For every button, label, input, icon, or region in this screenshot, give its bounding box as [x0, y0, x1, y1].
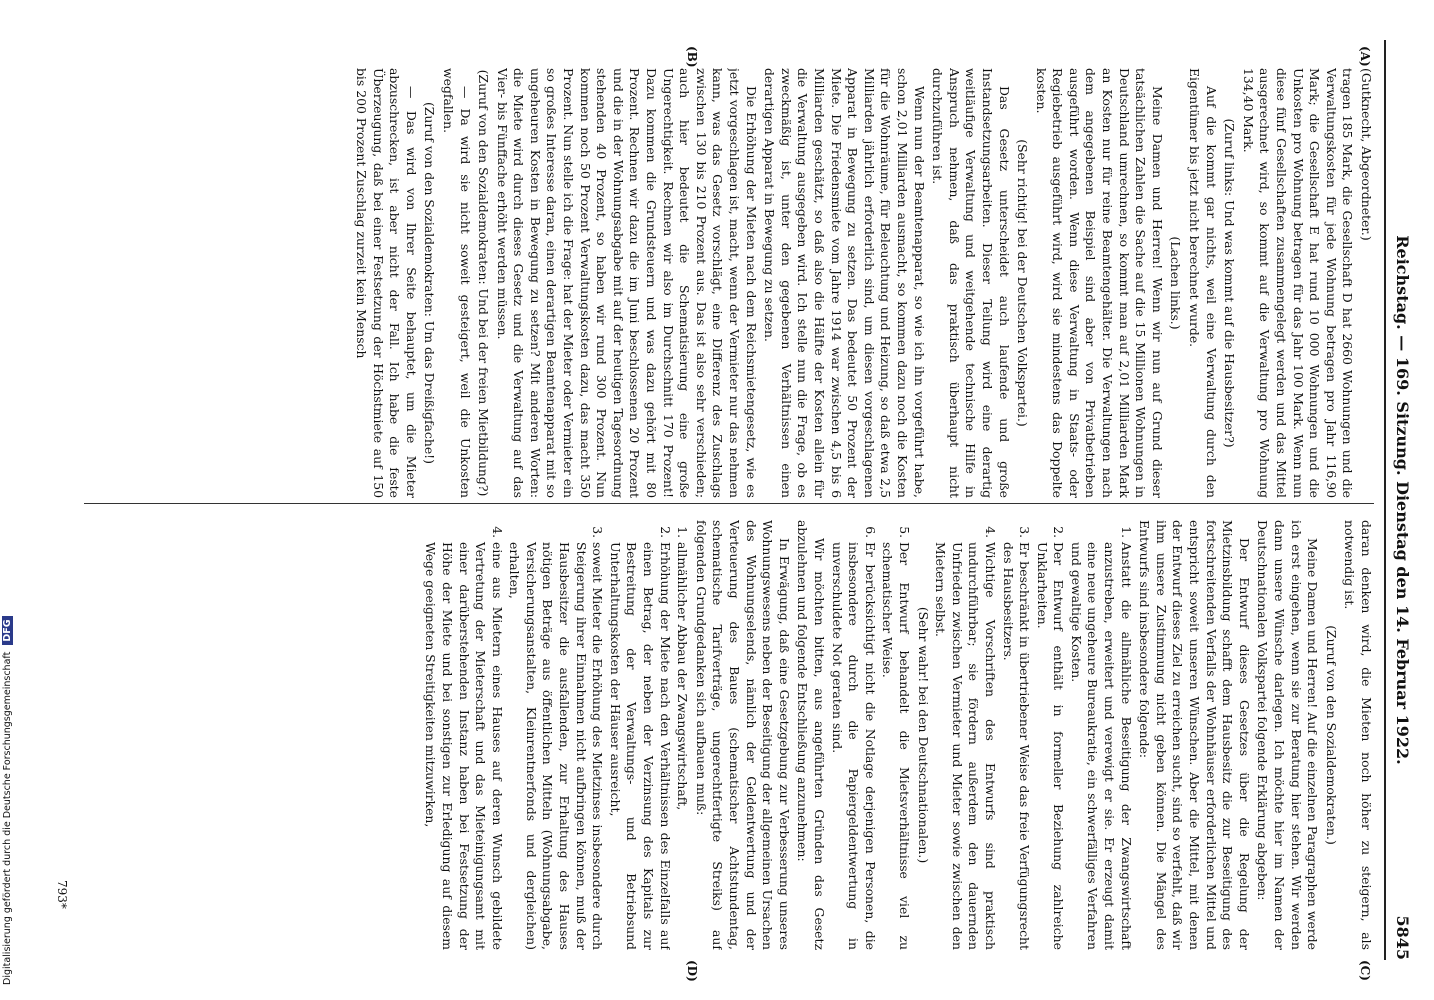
dfg-logo: DFG	[2, 616, 13, 644]
paragraph: — Das wird von Ihrer Seite behauptet, um die Mieter abzuschrecken, ist aber nicht der Fall. Ich habe die feste Überzeugung, daß bei einer Festsetzung der Höchstmiete auf 150 bis 200 Prozent Zuschlag zurzeit kein Mensch	[353, 68, 419, 498]
list-item: 5. Der Entwurf behandelt die Mietsverhältnisse viel zu schematischer Weise.	[879, 542, 912, 950]
list-item: 1. allmählicher Abbau der Zwangswirtschaft,	[674, 542, 691, 950]
paragraph: Der Entwurf dieses Gesetzes über die Regelung der Mietzinsbildung schafft dem Hausbesitz die zur Beseitigung des fortschreitenden Verfalls der Wohnhäuser erforderlichen Mittel und entspricht soweit unseren Wünschen. Aber die Mittel, mit denen der Entwurf dieses Ziel zu erreichen sucht, sind so verfehlt, daß wir ihm unsere Zustimmung nicht geben können. Die Mängel des Entwurfs sind insbesondere folgende:	[1137, 520, 1252, 950]
list-item: 3. Er beschränkt in übertriebener Weise das freie Verfügungsrecht des Hausbesitzers.	[999, 542, 1032, 950]
interjection: (Zuruf links: Und was kommt auf die Hausbesitzer?)	[1222, 118, 1238, 448]
interjection: (Zuruf von den Sozialdemokraten: Um das Dreißigfache!)	[422, 101, 438, 464]
resolution-list	[422, 520, 691, 950]
paragraph: daran denken wird, die Mieten noch höher zu steigern, als notwendig ist.	[1342, 520, 1374, 950]
list-item: 3. soweit Mieter die Erhöhung des Mietzinses insbesondere durch Steigerung ihrer Einnahmen nicht aufbringen können, muß der Hausbesitzer die ausfallenden, zur Erhaltung des Hauses nötigen Beträge aus öffentlichen Mitteln (Wohnungsabgabe, Versicherungsanstalten, Kleinrentnerfonds und dergleichen) erhalten,	[506, 542, 606, 950]
paragraph: Das Gesetz unterscheidet auch laufende und große Instandsetzungsarbeiten. Dieser Teilung wird eine derartig weitläufige Verwaltung und weitgehende technische Hilfe in Anspruch nehmen, daß das praktisch überhaupt nicht durchzuführen ist.	[930, 68, 1012, 498]
paragraph: Wir möchten bitten, aus angeführten Gründen das Gesetz abzulehnen und folgende Entschließung anzunehmen:	[795, 520, 827, 950]
side-strip	[0, 0, 14, 1000]
interjection: (Zuruf von den Sozialdemokraten: Und bei der freien Mietbildung?)	[476, 69, 492, 497]
margin-mark-b: (B)	[685, 46, 699, 68]
column-divider	[84, 503, 1374, 504]
defects-list-continued	[828, 520, 912, 950]
paragraph: Auf die kommt gar nichts, weil eine Verwaltung durch den Eigentümer bis jetzt nicht berechnet wurde.	[1187, 68, 1219, 498]
list-item: 1. Anstatt die allmähliche Beseitigung der Zwangswirtschaft anzustreben, erweitert und verewigt er sie. Er erzeugt damit eine neue ungeheure Bureaukratie, ein schwerfälliges Verfahren und gewaltige Kosten.	[1067, 542, 1133, 950]
paragraph: — Da wird sie nicht soweit gesteigert, weil die Unkosten wegfallen.	[440, 68, 473, 498]
defects-list	[932, 520, 1134, 950]
digitization-note	[2, 616, 13, 985]
digitization-note-text: Digitalisierung gefördert durch die Deutsche Forschungsgemeinschaft	[2, 651, 13, 985]
margin-mark-a: (A)	[1358, 46, 1372, 67]
margin-mark-d: (D)	[685, 960, 699, 982]
paragraph: Wenn nun der Beamtenapparat, so wie ich ihn vorgeführt habe, schon 2,01 Milliarden ausmacht, so kommen dazu noch die Kosten für die Wohnräume, für Beleuchtung und Heizung, so daß etwa 2,5 Milliarden jährlich erforderlich sind, um diesen vorgeschlagenen Apparat in Bewegung zu setzen. Das bedeutet 50 Prozent der Miete. Die Friedensmiete vom Jahre 1914 war zwischen 4,5 bis 6 Milliarden geschätzt, so daß also die Hälfte der Kosten allein für die Verwaltung ausgegeben wird. Ich stelle nun die Frage, ob es zweckmäßig ist, unter den gegebenen Verhältnissen einen derartigen Apparat in Bewegung zu setzen.	[762, 68, 927, 498]
signature-mark: 793*	[55, 880, 69, 909]
interjection: (Zuruf von den Sozialdemokraten.)	[1323, 625, 1339, 845]
paragraph: Meine Damen und Herren! Auf die einzelnen Paragraphen werde ich erst eingehen, wenn sie zur Beratung hier stehen. Wir werden dann unsere Wünsche darlegen. Ich möchte hier im Namen der Deutschnationalen Volkspartei folgende Erklärung abgeben:	[1255, 520, 1321, 950]
margin-mark-c: (C)	[1358, 960, 1372, 981]
header-rule	[1384, 40, 1386, 960]
list-item: 2. Erhöhung der Miete nach den Verhältnissen des Einzelfalls auf einen Betrag, der neben der Verzinsung des Kapitals zur Bestreitung der Verwaltungs- und Betriebsund Unterhaltungskosten der Häuser ausreicht,	[606, 542, 672, 950]
page-header	[1384, 40, 1418, 960]
list-item: 4. eine aus Mietern eines Hauses auf deren Wunsch gebildete Vertretung der Mieterschaft und das Mieteinigungsamt mit einer darüberstehenden Instanz haben bei Festsetzung der Höhe der Miete und bei sonstigen zur Erledigung auf diesem Wege geeigneten Streitigkeiten mitzuwirken,	[422, 542, 505, 950]
page-number: 5845	[1393, 915, 1412, 960]
interjection: (Sehr richtig! bei der Deutschen Volkspartei.)	[1015, 139, 1031, 427]
paragraph: tragen 185 Mark, die Gesellschaft D hat 2660 Wohnungen und die Verwaltungskosten für jede Wohnung betragen pro Jahr 116,90 Mark; die Gesellschaft E hat rund 10 000 Wohnungen und die Unkosten pro Wohnung betragen für das Jahr 100 Mark. Wenn nun diese fünf Gesellschaften zusammengelegt werden und das Mittel ausgerechnet wird, so kommt auf die Verwaltung pro Wohnung 134,40 Mark.	[1240, 68, 1356, 498]
page-title: Reichstag. — 169. Sitzung. Dienstag den 14. Februar 1922.	[1393, 235, 1412, 765]
paragraph: Die Erhöhung der Mieten nach dem Reichsmietengesetz, wie es jetzt vorgeschlagen ist, macht, wenn der Vermieter nur das nehmen kann, was das Gesetz vorschlägt, eine Differenz des Zuschlags zwischen 130 bis 210 Prozent aus. Das ist also sehr verschieden; auch hier bedeutet die Schematisierung eine große Ungerechtigkeit. Rechnen wir also im Durchschnitt 170 Prozent! Dazu kommen die Grundsteuern und was dazu gehört mit 80 Prozent. Rechnen wir dazu die im Juni beschlossenen 20 Prozent und die in der Wohnungsabgabe mit auf der heutigen Tagesordnung stehenden 40 Prozent, so haben wir rund 300 Prozent. Nun kommen noch 50 Prozent Verwaltungskosten dazu, das macht 350 Prozent. Nun stelle ich die Frage: hat der Mieter oder Vermieter ein so großes Interesse daran, einen derartigen Beamtenapparat mit so ungeheuren Kosten in Bewegung zu setzen? Mit anderen Worten: die Miete wird durch dieses Gesetz und die Verwaltung auf das Vier- bis Fünffache erhöht werden müssen.	[494, 68, 759, 498]
right-column	[84, 520, 1374, 950]
left-column	[84, 68, 1374, 498]
paragraph: In Erwägung, daß eine Gesetzgebung zur Verbesserung unseres Wohnungswesens neben der Beseitigung der allgemeinen Ursachen des Wohnungselends, nämlich der Geldentwertung und der Verteuerung des Baues (schematischer Achtstundentag, schematische Tarifverträge, ungerechtfertigte Streiks) auf folgenden Grundgedanken sich aufbauen muß:	[693, 520, 792, 950]
paragraph: Meine Damen und Herren! Wenn wir nun auf Grund dieser tatsächlichen Zahlen die Sache auf die 15 Millionen Wohnungen in Deutschland umrechnen, so kommt man auf 2,01 Milliarden Mark an Kosten nur für reine Beamtengehälter. Die Verwaltungen nach dem angegebenen Beispiel sind aber von Privatbetrieben ausgeführt worden. Wenn diese Verwaltung in Staats- oder Regiebetrieb ausgeführt wird, wird sie mindestens das Doppelte kosten.	[1033, 68, 1165, 498]
interjection: (Sehr wahr! bei den Deutschnationalen.)	[915, 606, 931, 864]
list-item: 2. Der Entwurf enthält in formeller Beziehung zahlreiche Unklarheiten.	[1033, 542, 1066, 950]
speaker-note: (Gutknecht, Abgeordneter.)	[1359, 68, 1374, 241]
interjection: (Lachen links.)	[1168, 236, 1184, 330]
list-item: 6. Er berücksichtigt nicht die Notlage derjenigen Personen, die insbesondere durch die Papiergeldentwertung in unverschuldete Not geraten sind.	[828, 542, 878, 950]
list-item: 4. Wichtige Vorschriften des Entwurfs sind praktisch undurchführbar; sie fördern außerdem den dauernden Unfrieden zwischen Vermieter und Mieter sowie zwischen den Mietern selbst.	[932, 542, 998, 950]
